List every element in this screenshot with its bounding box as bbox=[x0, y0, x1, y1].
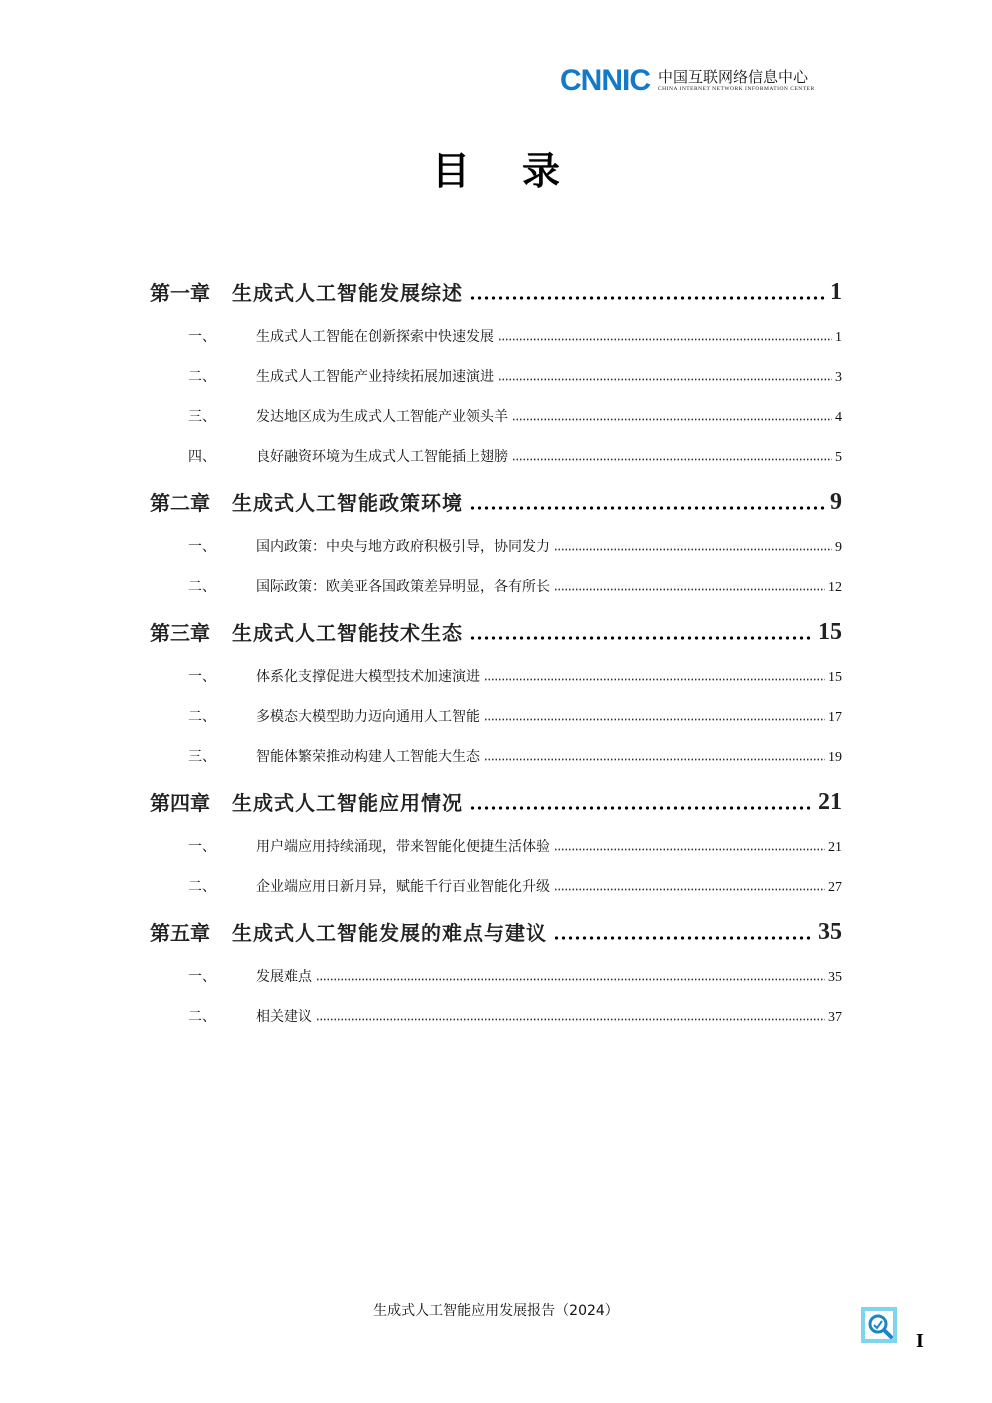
section-title: 国内政策：中央与地方政府积极引导，协同发力 bbox=[256, 539, 550, 555]
section-title: 良好融资环境为生成式人工智能插上翅膀 bbox=[256, 449, 508, 465]
toc-section-row[interactable] bbox=[150, 1004, 842, 1026]
toc-chapter-row[interactable] bbox=[150, 778, 842, 816]
chapter-title: 生成式人工智能应用情况 bbox=[232, 791, 463, 815]
logo-chinese-name: 中国互联网络信息中心 bbox=[658, 68, 809, 86]
dot-leader bbox=[498, 378, 832, 381]
dot-leader bbox=[554, 888, 825, 891]
toc-section-row[interactable] bbox=[150, 404, 842, 426]
dot-leader bbox=[469, 296, 826, 300]
chapter-page-number: 21 bbox=[818, 789, 842, 815]
dot-leader bbox=[498, 338, 832, 341]
toc-section-row[interactable] bbox=[150, 364, 842, 386]
section-page-number: 1 bbox=[835, 330, 842, 345]
chapter-number: 第四章 bbox=[150, 791, 210, 815]
section-page-number: 9 bbox=[835, 540, 842, 555]
cnnic-logo bbox=[560, 66, 815, 96]
logo-text bbox=[658, 69, 815, 93]
section-number: 二、 bbox=[188, 369, 216, 385]
toc-section-row[interactable] bbox=[150, 744, 842, 766]
logo-english-name: CHINA INTERNET NETWORK INFORMATION CENTER bbox=[658, 86, 815, 92]
toc-section-row[interactable] bbox=[150, 444, 842, 466]
section-title: 用户端应用持续涌现，带来智能化便捷生活体验 bbox=[256, 839, 550, 855]
dot-leader bbox=[512, 458, 832, 461]
chapter-title: 生成式人工智能发展综述 bbox=[232, 281, 463, 305]
toc-section-row[interactable] bbox=[150, 324, 842, 346]
section-number: 一、 bbox=[188, 969, 216, 985]
section-page-number: 17 bbox=[828, 710, 842, 725]
dot-leader bbox=[484, 758, 825, 761]
chapter-number: 第五章 bbox=[150, 921, 210, 945]
dot-leader bbox=[469, 636, 814, 640]
section-number: 二、 bbox=[188, 1009, 216, 1025]
section-number: 四、 bbox=[188, 449, 216, 465]
section-page-number: 3 bbox=[835, 370, 842, 385]
chapter-page-number: 35 bbox=[818, 919, 842, 945]
section-title: 多模态大模型助力迈向通用人工智能 bbox=[256, 709, 480, 725]
section-page-number: 35 bbox=[828, 970, 842, 985]
toc-chapter-row[interactable] bbox=[150, 268, 842, 306]
chapter-page-number: 9 bbox=[830, 489, 842, 515]
section-number: 一、 bbox=[188, 329, 216, 345]
section-title: 生成式人工智能在创新探索中快速发展 bbox=[256, 329, 494, 345]
section-title: 体系化支撑促进大模型技术加速演进 bbox=[256, 669, 480, 685]
section-number: 二、 bbox=[188, 879, 216, 895]
section-page-number: 27 bbox=[828, 880, 842, 895]
section-title: 生成式人工智能产业持续拓展加速演进 bbox=[256, 369, 494, 385]
section-title: 发达地区成为生成式人工智能产业领头羊 bbox=[256, 409, 508, 425]
page-number: I bbox=[916, 1330, 924, 1352]
toc-section-row[interactable] bbox=[150, 874, 842, 896]
table-of-contents bbox=[150, 268, 842, 1026]
section-page-number: 21 bbox=[828, 840, 842, 855]
toc-chapter-row[interactable] bbox=[150, 478, 842, 516]
section-title: 企业端应用日新月异，赋能千行百业智能化升级 bbox=[256, 879, 550, 895]
chapter-number: 第一章 bbox=[150, 281, 210, 305]
section-number: 三、 bbox=[188, 409, 216, 425]
section-title: 相关建议 bbox=[256, 1009, 312, 1025]
chapter-page-number: 15 bbox=[818, 619, 842, 645]
dot-leader bbox=[484, 718, 825, 721]
section-page-number: 12 bbox=[828, 580, 842, 595]
dot-leader bbox=[469, 506, 826, 510]
section-title: 智能体繁荣推动构建人工智能大生态 bbox=[256, 749, 480, 765]
toc-chapter-row[interactable] bbox=[150, 908, 842, 946]
toc-section-row[interactable] bbox=[150, 704, 842, 726]
dot-leader bbox=[554, 548, 832, 551]
dot-leader bbox=[512, 418, 832, 421]
section-number: 一、 bbox=[188, 539, 216, 555]
dot-leader bbox=[554, 848, 825, 851]
toc-section-row[interactable] bbox=[150, 664, 842, 686]
section-number: 三、 bbox=[188, 749, 216, 765]
chapter-number: 第二章 bbox=[150, 491, 210, 515]
dot-leader bbox=[553, 936, 814, 940]
section-number: 二、 bbox=[188, 579, 216, 595]
chapter-title: 生成式人工智能政策环境 bbox=[232, 491, 463, 515]
section-page-number: 19 bbox=[828, 750, 842, 765]
toc-section-row[interactable] bbox=[150, 834, 842, 856]
section-page-number: 37 bbox=[828, 1010, 842, 1025]
page-title: 目录 bbox=[431, 149, 612, 193]
chapter-title: 生成式人工智能发展的难点与建议 bbox=[232, 921, 547, 945]
chapter-title: 生成式人工智能技术生态 bbox=[232, 621, 463, 645]
chapter-page-number: 1 bbox=[830, 279, 842, 305]
section-page-number: 4 bbox=[835, 410, 842, 425]
toc-chapter-row[interactable] bbox=[150, 608, 842, 646]
footer-report-title: 生成式人工智能应用发展报告（2024） bbox=[373, 1303, 619, 1319]
magnifier-report-icon bbox=[860, 1306, 898, 1344]
dot-leader bbox=[484, 678, 825, 681]
logo-mark: CNNIC bbox=[560, 64, 650, 97]
section-title: 国际政策：欧美亚各国政策差异明显，各有所长 bbox=[256, 579, 550, 595]
dot-leader bbox=[554, 588, 825, 591]
section-number: 一、 bbox=[188, 839, 216, 855]
section-page-number: 15 bbox=[828, 670, 842, 685]
dot-leader bbox=[469, 806, 814, 810]
dot-leader bbox=[316, 978, 825, 981]
toc-section-row[interactable] bbox=[150, 534, 842, 556]
section-page-number: 5 bbox=[835, 450, 842, 465]
toc-section-row[interactable] bbox=[150, 574, 842, 596]
toc-section-row[interactable] bbox=[150, 964, 842, 986]
section-title: 发展难点 bbox=[256, 969, 312, 985]
chapter-number: 第三章 bbox=[150, 621, 210, 645]
section-number: 一、 bbox=[188, 669, 216, 685]
dot-leader bbox=[316, 1018, 825, 1021]
section-number: 二、 bbox=[188, 709, 216, 725]
